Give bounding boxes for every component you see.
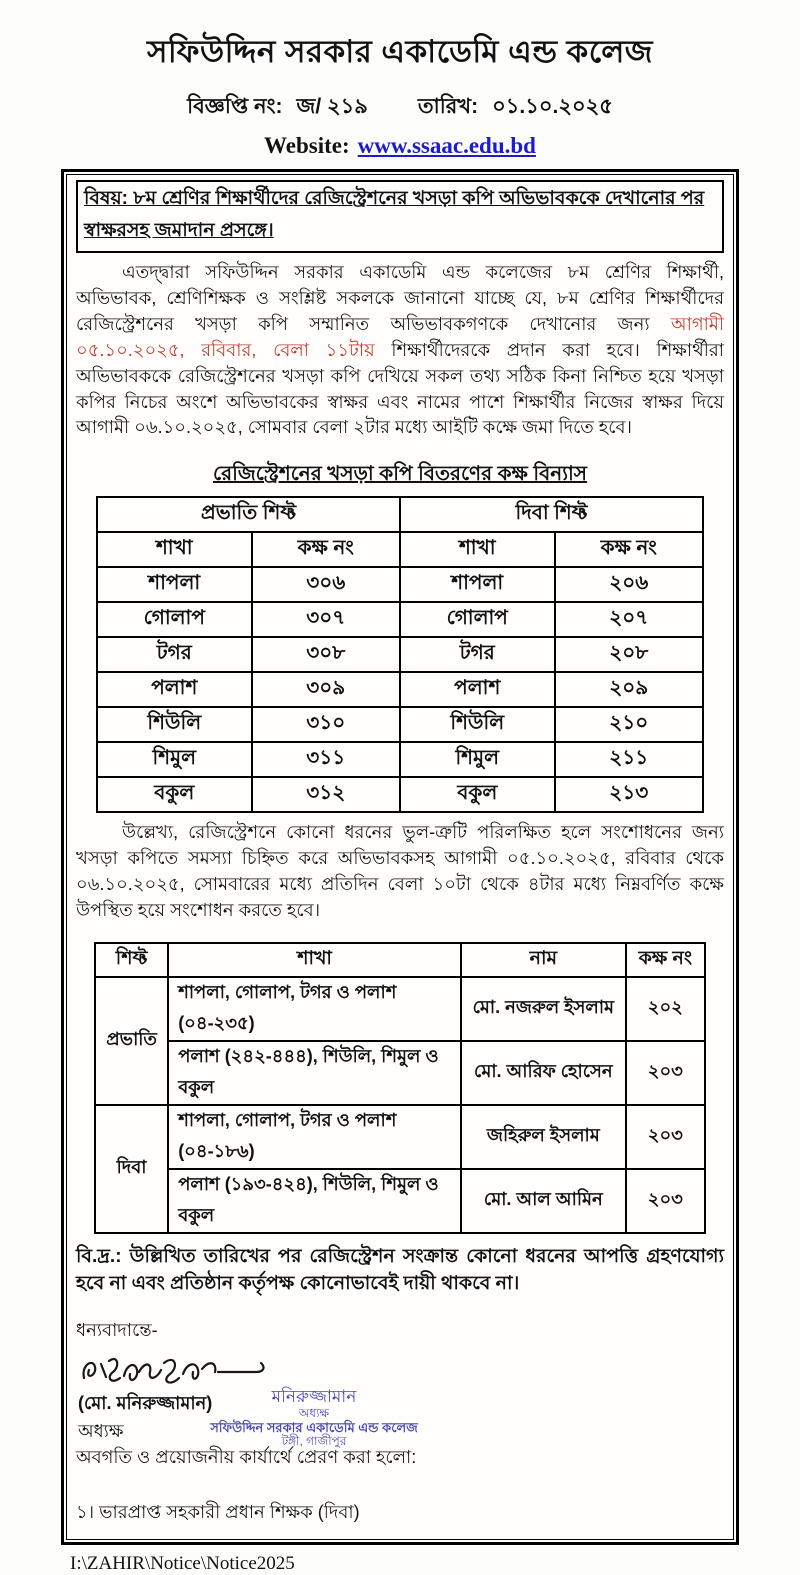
subject-text: বিষয়: ৮ম শ্রেণির শিক্ষার্থীদের রেজিস্ট্রেশনের খসড়া কপি অভিভাবককে দেখানোর পর স্বাক্ষরসহ জমাদান প্রসঙ্গে।: [84, 188, 705, 241]
table-cell: টগর: [400, 637, 555, 672]
room-no-cell: ২০২: [626, 977, 705, 1041]
table-row: [97, 637, 703, 672]
notice-outer-frame: [61, 169, 739, 1545]
website-line: [0, 133, 800, 159]
signature-scribble: [76, 1351, 276, 1391]
col-header: কক্ষ নং: [626, 943, 705, 977]
shift-header-morning: প্রভাতি শিফ্ট: [97, 497, 400, 532]
table-row: [97, 602, 703, 637]
table-row: [95, 1169, 705, 1233]
para1-after: শিক্ষার্থীদেরকে প্রদান করা হবে। শিক্ষার্থীরা অভিভাবককে রেজিস্ট্রেশনের খসড়া কপি দেখিয়ে সকল তথ্য সঠিক কিনা নিশ্চিত হয়ে খসড়া কপির নিচের অংশে অভিভাবকের স্বাক্ষর এবং নামের পাশে শিক্ষার্থীর নিজের স্বাক্ষর দিয়ে আগামী ০৬.১০.২০২৫, সোমবার বেলা ২টার মধ্যে আইটি কক্ষে জমা দিতে হবে।: [76, 339, 724, 438]
table-row: [95, 1041, 705, 1105]
table-cell: ২১০: [555, 707, 704, 742]
teacher-name-cell: মো. আল আমিন: [461, 1169, 626, 1233]
branch-cell: পলাশ (১৯৩-৪২৪), শিউলি, শিমুল ও বকুল: [168, 1169, 461, 1233]
shift-header-day: দিবা শিফ্ট: [400, 497, 703, 532]
shift-cell-day: দিবা: [95, 1105, 168, 1233]
school-name: সফিউদ্দিন সরকার একাডেমি এন্ড কলেজ: [146, 34, 654, 69]
table-row: [95, 977, 705, 1041]
table-cell: পলাশ: [97, 672, 252, 707]
table-cell: পলাশ: [400, 672, 555, 707]
room-no-cell: ২০৩: [626, 1169, 705, 1233]
col-header: শাখা: [168, 943, 461, 977]
col-header: শাখা: [97, 532, 252, 567]
table-cell: শিমুল: [400, 742, 555, 777]
table-row: [97, 742, 703, 777]
col-header: কক্ষ নং: [252, 532, 400, 567]
branch-cell: শাপলা, গোলাপ, টগর ও পলাশ (০৪-১৮৬): [168, 1105, 461, 1169]
table-row-shift-header: [97, 497, 703, 532]
distribution-heading: অবগতি ও প্রয়োজনীয় কার্যার্থে প্রেরণ করা হলো:: [76, 1447, 417, 1468]
table-row: [97, 707, 703, 742]
table-cell: ২০৭: [555, 602, 704, 637]
distribution-item-1: ১। ভারপ্রাপ্ত সহকারী প্রধান শিক্ষক (দিবা): [76, 1502, 360, 1523]
table-cell: শাপলা: [97, 567, 252, 602]
table-cell: ৩১২: [252, 777, 400, 812]
notice-no-value: জ/ ২১৯: [296, 95, 368, 118]
website-link[interactable]: www.ssaac.edu.bd: [357, 133, 536, 158]
signer-designation: অধ্যক্ষ: [78, 1421, 124, 1442]
body-paragraph-1: [76, 260, 724, 441]
branch-cell: শাপলা, গোলাপ, টগর ও পলাশ (০৪-২৩৫): [168, 977, 461, 1041]
website-label: Website:: [264, 133, 350, 158]
table-cell: ৩১০: [252, 707, 400, 742]
table-cell: ৩০৬: [252, 567, 400, 602]
col-header: নাম: [461, 943, 626, 977]
notice-meta-line: [0, 90, 800, 125]
table-cell: ২১৩: [555, 777, 704, 812]
stamp-organization: সফিউদ্দিন সরকার একাডেমি এন্ড কলেজ: [210, 1419, 418, 1435]
para1-before: এতদ্দ্বারা সফিউদ্দিন সরকার একাডেমি এন্ড কলেজের ৮ম শ্রেণির শিক্ষার্থী, অভিভাবক, শ্রেণিশিক্ষক ও সংশ্লিষ্ট সকলকে জানানো যাচ্ছে যে, ৮ম শ্রেণির শিক্ষার্থীদের রেজিস্ট্রেশনের খসড়া কপি সম্মানিত অভিভাবকগণকে দেখানোর জন্য: [76, 262, 724, 334]
page-header: [0, 0, 800, 159]
notice-inner-frame: [66, 174, 734, 1540]
stamp-designation: অধ্যক্ষ: [298, 1405, 330, 1420]
spacer: [382, 90, 404, 125]
notice-no-label: বিজ্ঞপ্তি নং:: [187, 95, 283, 118]
table-cell: ৩০৮: [252, 637, 400, 672]
branch-cell: পলাশ (২৪২-৪৪৪), শিউলি, শিমুল ও বকুল: [168, 1041, 461, 1105]
table-row: [97, 672, 703, 707]
col-header: শিফ্ট: [95, 943, 168, 977]
stamp-name: মনিরুজ্জামান: [271, 1387, 357, 1407]
stamp-location: টঙ্গী, গাজীপুর: [281, 1434, 347, 1449]
thanks-line: ধন্যবাদান্তে-: [76, 1320, 158, 1341]
table-cell: শিমুল: [97, 742, 252, 777]
table-cell: গোলাপ: [400, 602, 555, 637]
table-cell: ২০৮: [555, 637, 704, 672]
signer-name: (মো. মনিরুজ্জামান): [78, 1393, 213, 1414]
signature-area: [76, 1351, 724, 1449]
col-header: শাখা: [400, 532, 555, 567]
body-paragraph-2: উল্লেখ্য, রেজিস্ট্রেশনে কোনো ধরনের ভুল-ত্রুটি পরিলক্ষিত হলে সংশোধনের জন্য খসড়া কপিতে সমস্যা চিহ্নিত করে অভিভাবকসহ আগামী ০৫.১০.২০২৫, রবিবার থেকে ০৬.১০.২০২৫, সোমবারের মধ্যে প্রতিদিন বেলা ১০টা থেকে ৪টার মধ্যে নিম্নবর্ণিত কক্ষে উপস্থিত হয়ে সংশোধন করতে হবে।: [76, 822, 724, 921]
table-cell: ৩০৯: [252, 672, 400, 707]
table-cell: ৩০৭: [252, 602, 400, 637]
table-cell: ২১১: [555, 742, 704, 777]
table-row: [95, 1105, 705, 1169]
table-cell: বকুল: [97, 777, 252, 812]
teacher-name-cell: মো. নজরুল ইসলাম: [461, 977, 626, 1041]
room-no-cell: ২০৩: [626, 1041, 705, 1105]
date-value: ০১.১০.২০২৫: [492, 95, 613, 118]
table-cell: ২০৬: [555, 567, 704, 602]
table-cell: গোলাপ: [97, 602, 252, 637]
para1-highlight-date: আগামী ০৫.১০.২০২৫, রবিবার, বেলা ১১টায়: [76, 313, 724, 360]
table-cell: শিউলি: [97, 707, 252, 742]
room-no-cell: ২০৩: [626, 1105, 705, 1169]
room-table-title: রেজিস্ট্রেশনের খসড়া কপি বিতরণের কক্ষ বিন্যাস: [212, 463, 588, 486]
room-distribution-table: [96, 496, 704, 813]
principal-stamp: [194, 1387, 434, 1449]
table-row: [97, 777, 703, 812]
table-row: [97, 567, 703, 602]
table-row-col-header: [97, 532, 703, 567]
table-cell: বকুল: [400, 777, 555, 812]
shift-cell-morning: প্রভাতি: [95, 977, 168, 1105]
table-cell: ২০৯: [555, 672, 704, 707]
table-cell: শাপলা: [400, 567, 555, 602]
teacher-name-cell: জহিরুল ইসলাম: [461, 1105, 626, 1169]
nb-note: বি.দ্র.: উল্লিখিত তারিখের পর রেজিস্ট্রেশন সংক্রান্ত কোনো ধরনের আপত্তি গ্রহণযোগ্য হবে না এবং প্রতিষ্ঠান কর্তৃপক্ষ কোনোভাবেই দায়ী থাকবে না।: [76, 1245, 724, 1294]
table-cell: টগর: [97, 637, 252, 672]
teacher-name-cell: মো. আরিফ হোসেন: [461, 1041, 626, 1105]
table-cell: ৩১১: [252, 742, 400, 777]
date-label: তারিখ:: [417, 95, 479, 118]
col-header: কক্ষ নং: [555, 532, 704, 567]
table-row-header: [95, 943, 705, 977]
subject-box: [76, 180, 724, 253]
correction-room-table: [94, 942, 706, 1234]
file-path-footer: I:\ZAHIR\Notice\Notice2025: [70, 1553, 295, 1575]
table-cell: শিউলি: [400, 707, 555, 742]
